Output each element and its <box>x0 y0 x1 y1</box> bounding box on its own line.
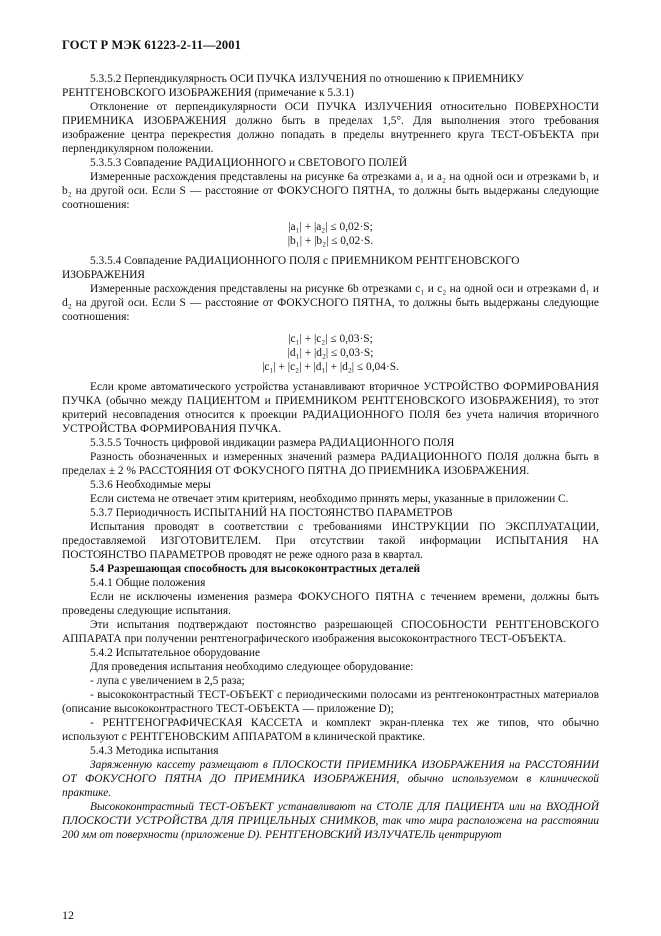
formula-c: |c₁| + |c₂| ≤ 0,03·S; <box>288 333 373 345</box>
section-5-3-5-5-heading: 5.3.5.5 Точность цифровой индикации размера РАДИАЦИОННОГО ПОЛЯ <box>90 437 455 449</box>
paragraph-6a: Измеренные расхождения представлены на рисунке 6а отрезками a₁ и a₂ на одной оси и отрезками b₁ и b₂ на другой оси. Если S — расстояние от ФОКУСНОГО ПЯТНА, то должны быть выдержаны следующие соотношения: <box>62 171 599 211</box>
paragraph-measures: Если система не отвечает этим критериям, необходимо принять меры, указанные в приложении С. <box>90 493 569 505</box>
paragraph-perpendicularity: Отклонение от перпендикулярности ОСИ ПУЧКА ИЗЛУЧЕНИЯ относительно ПОВЕРХНОСТИ ПРИЕМНИКА ИЗОБРАЖЕНИЯ должно быть в пределах 1,5°. Для выполнения этого требования изображение центра перекрестия должно попадать в пределы внутреннего круга ТЕСТ-ОБЪЕКТА при перпендикулярном положении. <box>62 101 599 155</box>
section-5-3-5-2-heading: 5.3.5.2 Перпендикулярность ОСИ ПУЧКА ИЗЛУЧЕНИЯ по отношению к ПРИЕМНИКУ РЕНТГЕНОВСКОГО ИЗОБРАЖЕНИЯ (примечание к 5.3.1) <box>62 73 524 99</box>
formula-b: |b₁| + |b₂| ≤ 0,02·S. <box>287 235 374 247</box>
formula-d: |d₁| + |d₂| ≤ 0,03·S; <box>287 347 374 359</box>
section-5-4-2-heading: 5.4.2 Испытательное оборудование <box>90 647 261 659</box>
section-5-3-5-3-heading: 5.3.5.3 Совпадение РАДИАЦИОННОГО и СВЕТОВОГО ПОЛЕЙ <box>90 157 408 169</box>
formula-a: |a₁| + |a₂| ≤ 0,02·S; <box>288 221 373 233</box>
paragraph-general-2: Эти испытания подтверждают постоянство разрешающей СПОСОБНОСТИ РЕНТГЕНОВСКОГО АППАРАТА при получении рентгенографического изображения высококонтрастного ТЕСТ-ОБЪЕКТА. <box>62 619 599 645</box>
section-5-4-heading: 5.4 Разрешающая способность для высококонтрастных деталей <box>90 563 421 575</box>
section-5-4-3-heading: 5.4.3 Методика испытания <box>90 745 219 757</box>
document-body <box>62 72 599 842</box>
page-header: ГОСТ Р МЭК 61223-2-11—2001 <box>62 38 241 52</box>
paragraph-method-1: Заряженную кассету размещают в ПЛОСКОСТИ ПРИЕМНИКА ИЗОБРАЖЕНИЯ на РАССТОЯНИИ ОТ ФОКУСНОГО ПЯТНА ДО ПРИЕМНИКА ИЗОБРАЖЕНИЯ, обычно используемом в клинической практике. <box>62 759 599 799</box>
paragraph-equipment-intro: Для проведения испытания необходимо следующее оборудование: <box>90 661 414 673</box>
formula-cd: |c₁| + |c₂| + |d₁| + |d₂| ≤ 0,04·S. <box>262 361 399 373</box>
paragraph-6b: Измеренные расхождения представлены на рисунке 6b отрезками c₁ и c₂ на одной оси и отрезками d₁ и d₂ на другой оси. Если S — расстояние от ФОКУСНОГО ПЯТНА, то должны быть выдержаны следующие соотношения: <box>62 283 599 323</box>
list-item-cassette: - РЕНТГЕНОГРАФИЧЕСКАЯ КАССЕТА и комплект экран-пленка тех же типов, что обычно используют с РЕНТГЕНОВСКИМ АППАРАТОМ в клинической практике. <box>62 717 599 743</box>
section-5-3-5-4-heading: 5.3.5.4 Совпадение РАДИАЦИОННОГО ПОЛЯ с ПРИЕМНИКОМ РЕНТГЕНОВСКОГО ИЗОБРАЖЕНИЯ <box>62 255 520 281</box>
paragraph-secondary-device: Если кроме автоматического устройства устанавливают вторичное УСТРОЙСТВО ФОРМИРОВАНИЯ ПУЧКА (обычно между ПАЦИЕНТОМ и ПРИЕМНИКОМ РЕНТГЕНОВСКОГО ИЗОБРАЖЕНИЯ), то этот критерий несовпадения относится к проекции РАДИАЦИОННОГО ПОЛЯ без учета наличия вторичного УСТРОЙСТВА ФОРМИРОВАНИЯ ПУЧКА. <box>62 381 599 435</box>
section-5-4-1-heading: 5.4.1 Общие положения <box>90 577 206 589</box>
paragraph-digital-indication: Разность обозначенных и измеренных значений размера РАДИАЦИОННОГО ПОЛЯ должна быть в пределах ± 2 % РАССТОЯНИЯ ОТ ФОКУСНОГО ПЯТНА ДО ПРИЕМНИКА ИЗОБРАЖЕНИЯ. <box>62 451 599 477</box>
paragraph-general-1: Если не исключены изменения размера ФОКУСНОГО ПЯТНА с течением времени, должны быть проведены следующие испытания. <box>62 591 599 617</box>
paragraph-periodicity: Испытания проводят в соответствии с требованиями ИНСТРУКЦИИ ПО ЭКСПЛУАТАЦИИ, предоставляемой ИЗГОТОВИТЕЛЕМ. При отсутствии такой информации ИСПЫТАНИЯ НА ПОСТОЯНСТВО ПАРАМЕТРОВ проводят не реже одного раза в квартал. <box>62 521 599 561</box>
paragraph-method-2: Высококонтрастный ТЕСТ-ОБЪЕКТ устанавливают на СТОЛЕ ДЛЯ ПАЦИЕНТА или на ВХОДНОЙ ПЛОСКОСТИ УСТРОЙСТВА ДЛЯ ПРИЦЕЛЬНЫХ СНИМКОВ, так что мира расположена на расстоянии 200 мм от поверхности (приложение D). РЕНТГЕНОВСКИЙ ИЗЛУЧАТЕЛЬ центрируют <box>62 801 599 841</box>
section-5-3-7-heading: 5.3.7 Периодичность ИСПЫТАНИЙ НА ПОСТОЯНСТВО ПАРАМЕТРОВ <box>90 507 453 519</box>
list-item-test-object: - высококонтрастный ТЕСТ-ОБЪЕКТ с периодическими полосами из рентгеноконтрастных материалов (описание высококонтрастного ТЕСТ-ОБЪЕКТА — приложение D); <box>62 689 599 715</box>
section-5-3-6-heading: 5.3.6 Необходимые меры <box>90 479 211 491</box>
page-number: 12 <box>62 908 74 922</box>
list-item-magnifier: - лупа с увеличением в 2,5 раза; <box>90 675 245 687</box>
